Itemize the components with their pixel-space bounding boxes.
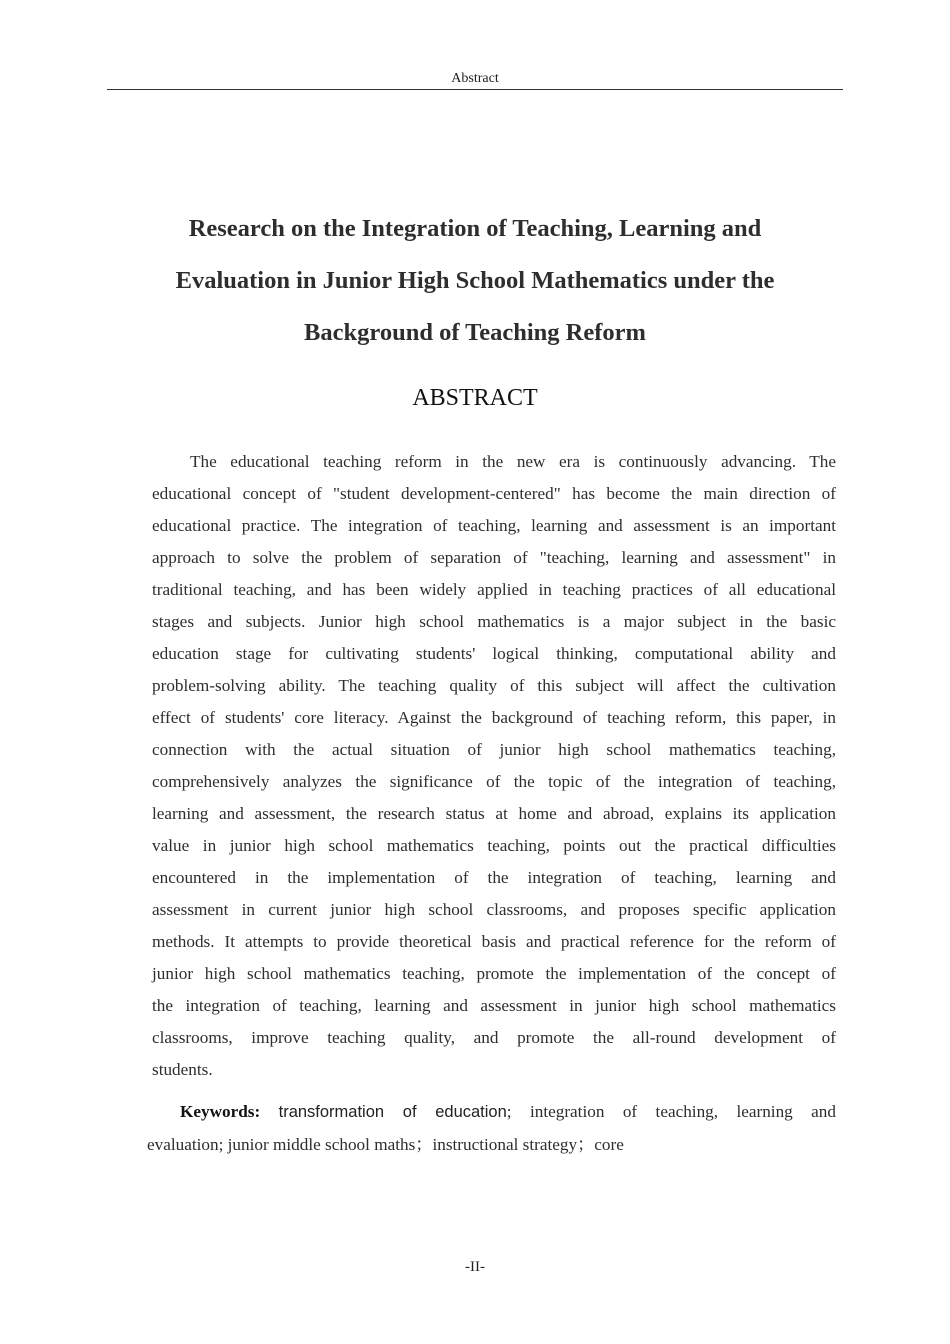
abstract-line: education stage for cultivating students' logical thinking, computational ability and bbox=[152, 644, 836, 663]
running-header: Abstract bbox=[451, 71, 499, 86]
title-line-1: Research on the Integration of Teaching, Learning and bbox=[188, 215, 762, 242]
header-rule bbox=[107, 89, 843, 90]
abstract-line: junior high school mathematics teaching, promote the implementation of the concept of bbox=[152, 964, 836, 983]
abstract-line: effect of students' core literacy. Against the background of teaching reform, this paper, in bbox=[152, 708, 836, 727]
abstract-line: encountered in the implementation of the integration of teaching, learning and bbox=[152, 868, 836, 887]
abstract-line: traditional teaching, and has been widely applied in teaching practices of all educational bbox=[152, 580, 836, 599]
abstract-body bbox=[152, 446, 836, 1086]
keywords-label: Keywords: bbox=[180, 1102, 261, 1121]
abstract-line: assessment in current junior high school classrooms, and proposes specific application bbox=[152, 900, 836, 919]
abstract-line: value in junior high school mathematics teaching, points out the practical difficulties bbox=[152, 836, 836, 855]
abstract-line: approach to solve the problem of separation of "teaching, learning and assessment" in bbox=[152, 548, 836, 567]
abstract-line: educational concept of "student development-centered" has become the main direction of bbox=[152, 484, 836, 503]
abstract-line: methods. It attempts to provide theoretical basis and practical reference for the reform of bbox=[152, 932, 836, 951]
abstract-heading: ABSTRACT bbox=[412, 385, 538, 411]
keywords-line-1 bbox=[147, 1095, 836, 1128]
keywords-section bbox=[147, 1095, 836, 1161]
abstract-line: The educational teaching reform in the new era is continuously advancing. The bbox=[190, 452, 836, 471]
abstract-line: comprehensively analyzes the significance of the topic of the integration of teaching, bbox=[152, 772, 836, 791]
keyword-term: transformation of education bbox=[278, 1103, 507, 1121]
abstract-line: educational practice. The integration of teaching, learning and assessment is an important bbox=[152, 516, 836, 535]
thesis-title bbox=[150, 203, 800, 359]
abstract-line: classrooms, improve teaching quality, and promote the all-round development of bbox=[152, 1028, 836, 1047]
abstract-line: problem-solving ability. The teaching quality of this subject will affect the cultivation bbox=[152, 676, 836, 695]
page-number: -II- bbox=[465, 1259, 485, 1275]
abstract-line: connection with the actual situation of junior high school mathematics teaching, bbox=[152, 740, 836, 759]
title-line-3: Background of Teaching Reform bbox=[304, 319, 646, 346]
abstract-line: students. bbox=[152, 1060, 213, 1079]
abstract-line: stages and subjects. Junior high school mathematics is a major subject in the basic bbox=[152, 612, 836, 631]
title-line-2: Evaluation in Junior High School Mathematics under the bbox=[175, 267, 775, 294]
abstract-line: the integration of teaching, learning and assessment in junior high school mathematics bbox=[152, 996, 836, 1015]
abstract-line: learning and assessment, the research status at home and abroad, explains its application bbox=[152, 804, 836, 823]
keywords-line-1-rest: ; integration of teaching, learning and bbox=[506, 1102, 836, 1121]
keywords-line-2: evaluation; junior middle school maths；instructional strategy；core bbox=[147, 1135, 624, 1154]
